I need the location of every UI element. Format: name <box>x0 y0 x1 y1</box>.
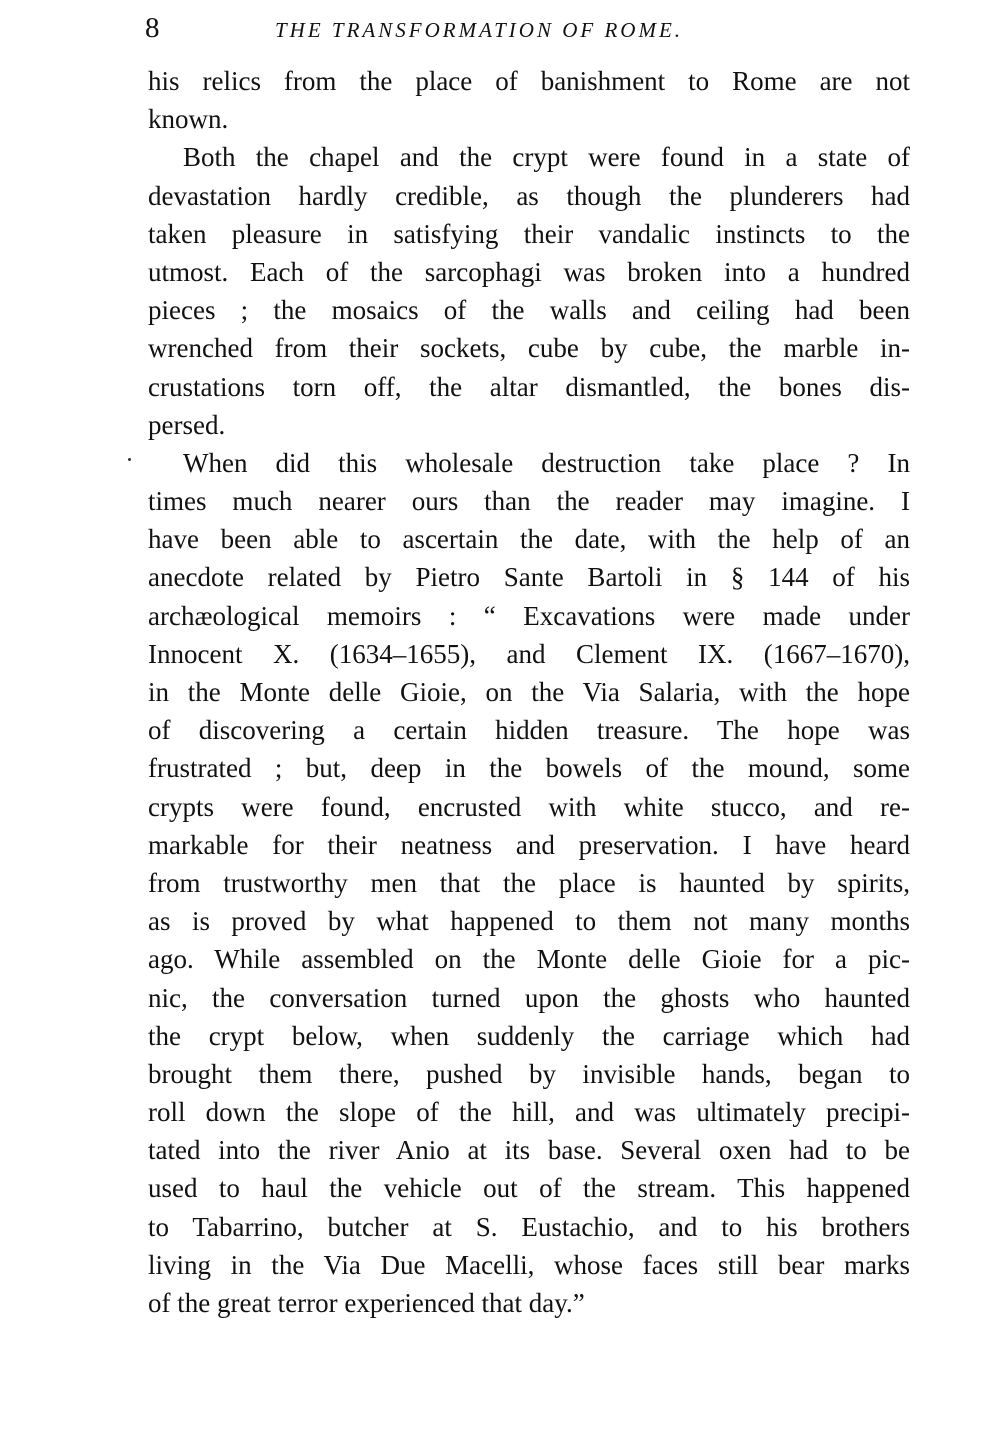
text-line: When did this wholesale destruction take place ? In <box>183 447 910 478</box>
text-line: roll down the slope of the hill, and was ultimately precipi- <box>148 1097 910 1128</box>
text-line: his relics from the place of banishment to Rome are not <box>148 66 910 96</box>
text-line: utmost. Each of the sarcophagi was broken into a hundred <box>148 256 910 287</box>
text-line: of the great terror experienced that day.” <box>148 1288 585 1318</box>
text-line: brought them there, pushed by invisible hands, began to <box>148 1058 910 1089</box>
text-line: from trustworthy men that the place is haunted by spirits, <box>148 867 910 898</box>
text-line: have been able to ascertain the date, with the help of an <box>148 524 910 555</box>
text-line: as is proved by what happened to them not many months <box>148 906 910 937</box>
running-head <box>145 8 915 48</box>
text-line: living in the Via Due Macelli, whose faces still bear marks <box>148 1249 910 1280</box>
text-line: anecdote related by Pietro Sante Bartoli in § 144 of his <box>148 562 910 593</box>
text-line: of discovering a certain hidden treasure. The hope was <box>148 715 910 746</box>
text-line: to Tabarrino, butcher at S. Eustachio, and to his brothers <box>148 1211 910 1242</box>
text-line: crypts were found, encrusted with white stucco, and re- <box>148 791 910 822</box>
text-line: Innocent X. (1634–1655), and Clement IX. (1667–1670), <box>148 638 910 669</box>
text-line: archæological memoirs : “ Excavations were made under <box>148 600 910 631</box>
text-line: in the Monte delle Gioie, on the Via Salaria, with the hope <box>148 677 910 707</box>
text-line: Both the chapel and the crypt were found in a state of <box>183 142 910 173</box>
ink-speck <box>128 458 131 461</box>
text-line: devastation hardly credible, as though the plunderers had <box>148 180 910 211</box>
text-line: pieces ; the mosaics of the walls and ceiling had been <box>148 295 910 326</box>
text-line: tated into the river Anio at its base. Several oxen had to be <box>148 1135 910 1166</box>
text-line: taken pleasure in satisfying their vandalic instincts to the <box>148 218 910 249</box>
text-line: the crypt below, when suddenly the carriage which had <box>148 1020 910 1051</box>
text-line: wrenched from their sockets, cube by cube, the marble in- <box>148 333 910 364</box>
running-title: THE TRANSFORMATION OF ROME. <box>275 18 684 42</box>
text-line: persed. <box>148 409 226 440</box>
text-line: nic, the conversation turned upon the ghosts who haunted <box>148 982 910 1013</box>
text-line: used to haul the vehicle out of the stream. This happened <box>148 1173 910 1204</box>
text-line: frustrated ; but, deep in the bowels of the mound, some <box>148 753 910 784</box>
text-line: ago. While assembled on the Monte delle Gioie for a pic- <box>148 944 910 975</box>
text-line: crustations torn off, the altar dismantled, the bones dis- <box>148 371 910 402</box>
text-line: times much nearer ours than the reader may imagine. I <box>148 486 910 517</box>
body-text <box>148 62 910 1322</box>
text-line: markable for their neatness and preservation. I have heard <box>148 829 910 860</box>
text-line: known. <box>148 104 229 135</box>
page-number: 8 <box>145 12 160 44</box>
